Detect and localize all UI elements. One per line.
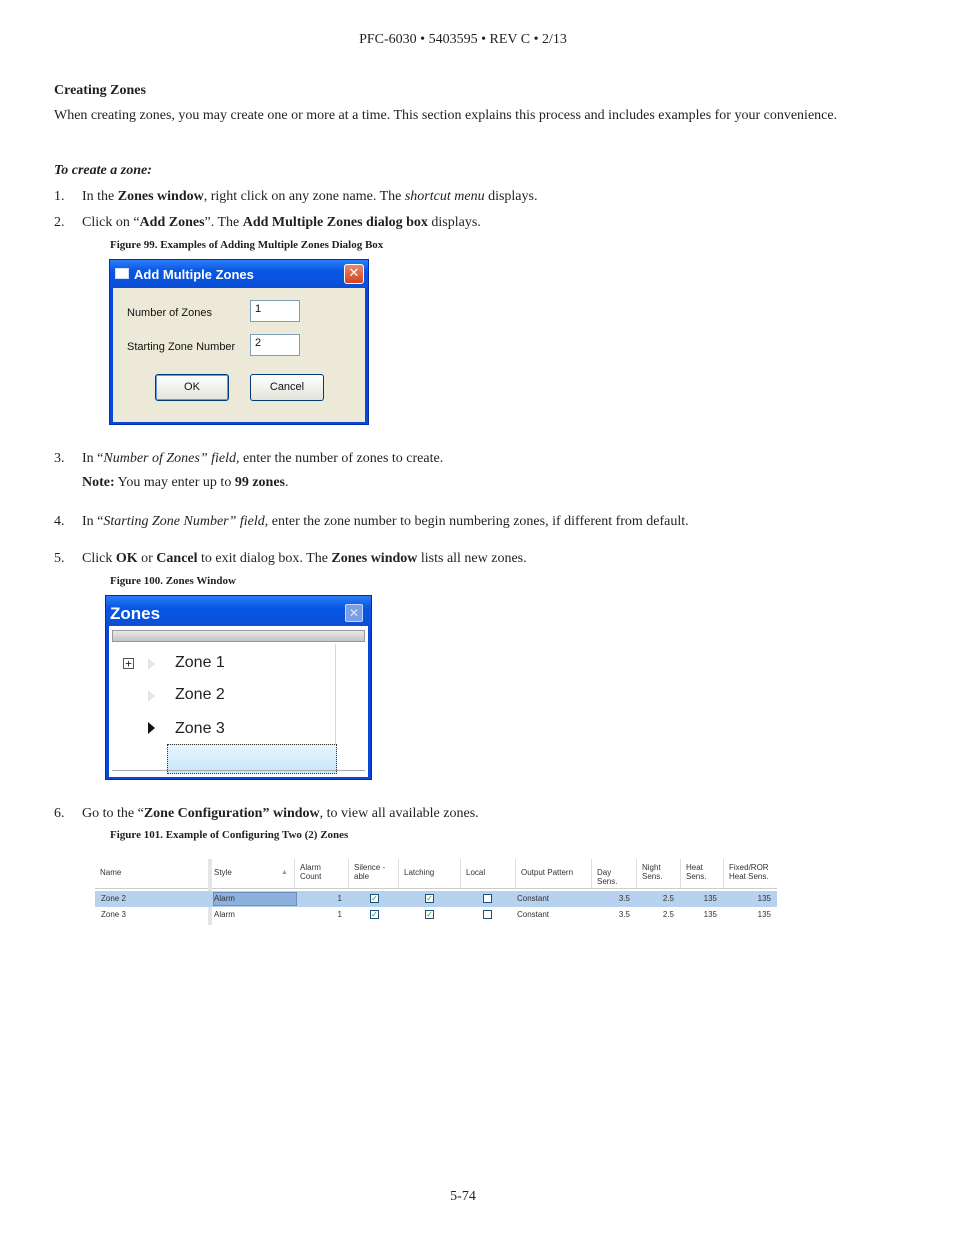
step-number: 3. bbox=[54, 451, 65, 466]
expand-icon[interactable]: + bbox=[123, 658, 134, 669]
zone-item-2[interactable]: Zone 2 bbox=[175, 686, 225, 703]
col-output-pattern[interactable]: Output Pattern bbox=[515, 859, 591, 888]
step-6 bbox=[54, 805, 914, 823]
col-day-sens[interactable]: Day Sens. bbox=[591, 859, 636, 888]
col-fixed-ror-heat-sens[interactable]: Fixed/ROR Heat Sens. bbox=[723, 859, 777, 888]
grid-header bbox=[95, 859, 777, 889]
cell-heat-sens: 135 bbox=[703, 894, 717, 903]
cell-day-sens: 3.5 bbox=[618, 910, 630, 919]
step-number: 5. bbox=[54, 551, 65, 566]
col-name[interactable]: Name bbox=[100, 868, 122, 877]
intro-paragraph: When creating zones, you may create one or more at a time. This section explains this process and includes examples for your convenience. bbox=[54, 108, 838, 123]
col-local[interactable]: Local bbox=[460, 859, 515, 888]
starting-zone-number-input[interactable]: 2 bbox=[250, 334, 300, 356]
note-text: . bbox=[285, 475, 289, 490]
col-style-label: Style bbox=[214, 868, 232, 877]
current-row-arrow-icon bbox=[148, 722, 155, 734]
cell-alarm-count: 1 bbox=[337, 910, 342, 919]
step-bold: OK bbox=[115, 551, 138, 566]
cell-style: Alarm bbox=[214, 910, 235, 919]
step-bold: Add Multiple Zones dialog box bbox=[242, 215, 428, 230]
cell-night-sens: 2.5 bbox=[662, 910, 674, 919]
table-row[interactable] bbox=[95, 891, 777, 907]
col-latching[interactable]: Latching bbox=[398, 859, 460, 888]
ok-button[interactable]: OK bbox=[155, 374, 229, 401]
step-text: , enter the zone number to begin numbering zones, if different from default. bbox=[264, 514, 689, 529]
figure-99-caption: Figure 99. Examples of Adding Multiple Zones Dialog Box bbox=[110, 239, 384, 251]
step-text: In “ bbox=[82, 514, 104, 529]
number-of-zones-input[interactable]: 1 bbox=[250, 300, 300, 322]
col-night-sens[interactable]: Night Sens. bbox=[636, 859, 680, 888]
step-text: In the bbox=[82, 189, 118, 204]
section-title: Creating Zones bbox=[54, 83, 146, 98]
row-arrow-icon bbox=[148, 690, 155, 702]
cell-alarm-count: 1 bbox=[337, 894, 342, 903]
column-header-bar bbox=[112, 630, 365, 642]
step-5 bbox=[54, 550, 914, 568]
step-bold: Zone Configuration” window bbox=[143, 806, 320, 821]
col-silenceable[interactable]: Silence -able bbox=[348, 859, 398, 888]
dialog-body bbox=[113, 288, 365, 422]
col-heat-sens[interactable]: Heat Sens. bbox=[680, 859, 723, 888]
number-of-zones-label: Number of Zones bbox=[127, 307, 212, 319]
step-text: displays. bbox=[484, 189, 538, 204]
step-bold: Add Zones bbox=[139, 215, 205, 230]
close-icon[interactable]: ✕ bbox=[345, 604, 363, 622]
cell-fixed-ror: 135 bbox=[757, 910, 771, 919]
step-text: enter the number of zones to create. bbox=[239, 451, 444, 466]
cell-day-sens: 3.5 bbox=[618, 894, 630, 903]
step-text: or bbox=[137, 551, 157, 566]
step-text: to exit dialog box. The bbox=[197, 551, 332, 566]
close-icon[interactable]: ✕ bbox=[344, 264, 364, 284]
zones-window bbox=[105, 595, 372, 780]
cell-night-sens: 2.5 bbox=[662, 894, 674, 903]
step-italic: shortcut menu bbox=[404, 189, 485, 204]
col-alarm-count[interactable]: Alarm Count bbox=[294, 859, 348, 888]
cell-output-pattern: Constant bbox=[517, 894, 550, 903]
step-2 bbox=[54, 214, 914, 232]
note-text: You may enter up to bbox=[114, 475, 235, 490]
cell-name: Zone 3 bbox=[101, 910, 126, 919]
local-checkbox[interactable] bbox=[483, 910, 492, 919]
figure-100-caption: Figure 100. Zones Window bbox=[110, 575, 236, 587]
step-bold: Zones window bbox=[331, 551, 418, 566]
zone-item-1[interactable]: Zone 1 bbox=[175, 654, 225, 671]
note-bold: 99 zones bbox=[234, 475, 285, 490]
starting-zone-number-label: Starting Zone Number bbox=[127, 341, 236, 353]
window-icon bbox=[115, 268, 129, 279]
step-text: , to view all available zones. bbox=[319, 806, 479, 821]
step-text: Click bbox=[82, 551, 116, 566]
add-multiple-zones-dialog bbox=[109, 259, 369, 425]
dialog-title: Add Multiple Zones bbox=[134, 267, 254, 282]
step-number: 6. bbox=[54, 806, 65, 821]
cell-heat-sens: 135 bbox=[703, 910, 717, 919]
step-number: 4. bbox=[54, 514, 65, 529]
cell-name: Zone 2 bbox=[101, 894, 126, 903]
cell-fixed-ror: 135 bbox=[757, 894, 771, 903]
cell-output-pattern: Constant bbox=[517, 910, 550, 919]
step-text: displays. bbox=[427, 215, 481, 230]
step-3 bbox=[54, 450, 914, 468]
step-text: , right click on any zone name. The bbox=[203, 189, 405, 204]
step-text: lists all new zones. bbox=[417, 551, 527, 566]
sort-ascending-icon: ▲ bbox=[281, 869, 288, 876]
figure-101-caption: Figure 101. Example of Configuring Two (2) Zones bbox=[110, 829, 349, 841]
latching-checkbox[interactable]: ✓ bbox=[426, 910, 433, 919]
row-arrow-icon bbox=[148, 658, 155, 670]
step-italic: Starting Zone Number” field bbox=[103, 514, 265, 529]
step-text: Go to the “ bbox=[82, 806, 144, 821]
cell-style: Alarm bbox=[214, 894, 235, 903]
step-bold: Zones window bbox=[117, 189, 204, 204]
zones-tree bbox=[109, 626, 368, 777]
zone-configuration-grid bbox=[95, 859, 777, 925]
step-4 bbox=[54, 513, 914, 531]
zones-title: Zones bbox=[110, 604, 161, 623]
step-text: In “ bbox=[82, 451, 104, 466]
procedure-title: To create a zone: bbox=[54, 163, 152, 178]
step-number: 2. bbox=[54, 215, 65, 230]
cancel-button[interactable]: Cancel bbox=[250, 374, 324, 401]
step-text: Click on “ bbox=[82, 215, 140, 230]
page-header: PFC-6030 • 5403595 • REV C • 2/13 bbox=[359, 32, 567, 47]
silenceable-checkbox[interactable]: ✓ bbox=[371, 894, 378, 903]
step-italic: Number of Zones” field, bbox=[103, 451, 240, 466]
zones-title-bar bbox=[106, 596, 371, 626]
note-label: Note: bbox=[82, 475, 115, 490]
latching-checkbox[interactable]: ✓ bbox=[426, 894, 433, 903]
zone-item-3[interactable]: Zone 3 bbox=[175, 720, 225, 737]
silenceable-checkbox[interactable]: ✓ bbox=[371, 910, 378, 919]
dialog-title-bar bbox=[110, 260, 368, 288]
col-style[interactable] bbox=[208, 859, 294, 888]
bottom-border bbox=[112, 770, 365, 771]
step-text: ”. The bbox=[204, 215, 243, 230]
page-number: 5-74 bbox=[450, 1189, 476, 1204]
local-checkbox[interactable] bbox=[483, 894, 492, 903]
note bbox=[82, 475, 289, 491]
step-bold: Cancel bbox=[156, 551, 198, 566]
step-number: 1. bbox=[54, 189, 65, 204]
table-row[interactable] bbox=[95, 907, 777, 923]
step-1 bbox=[54, 188, 914, 206]
